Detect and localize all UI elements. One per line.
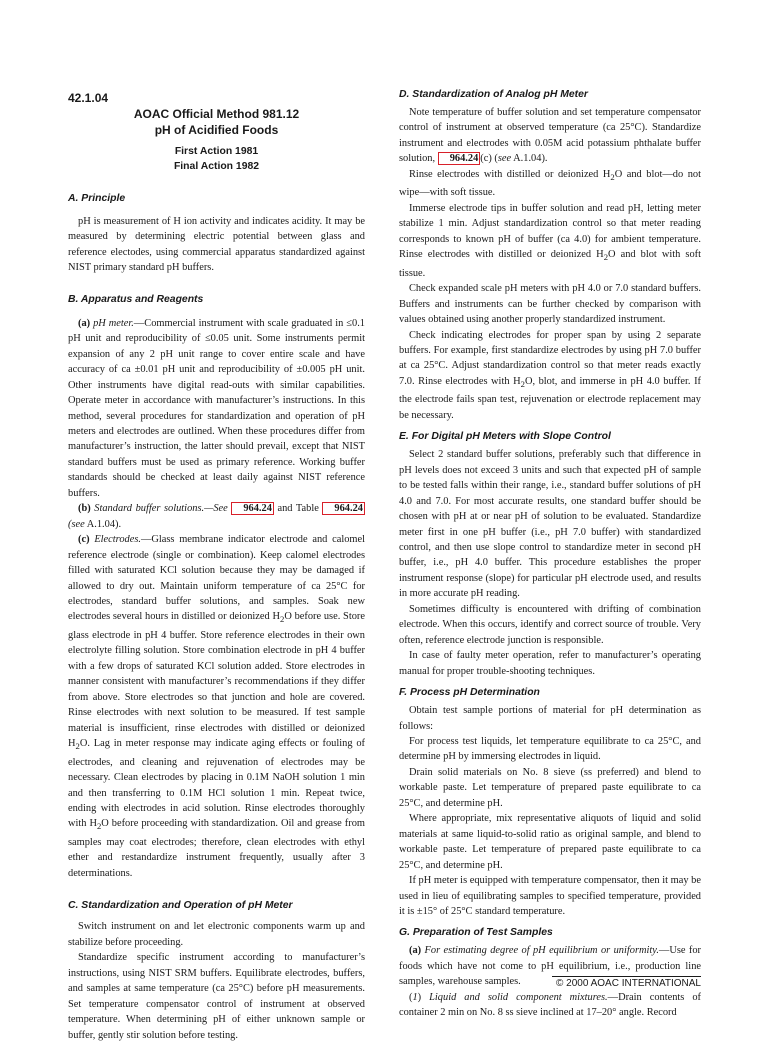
heading-process: F. Process pH Determination bbox=[399, 687, 540, 699]
paragraph-text: Immerse electrode tips in buffer solution and read pH, letting meter stabilize 1 min. Adjust standardization control so that meter reading corresponds to known pH of buffer (ca 4.0) for ambient temperature. Rinse electrodes with distilled or deionized H bbox=[399, 202, 701, 261]
method-subtitle: pH of Acidified Foods bbox=[154, 123, 279, 137]
method-title: AOAC Official Method 981.12 bbox=[133, 107, 300, 121]
paragraph-text: O and blot—do not wipe—with soft tissue. bbox=[399, 168, 701, 199]
item-title: Electrodes. bbox=[94, 534, 141, 546]
section-number: 42.1.04 bbox=[68, 91, 109, 105]
see-text: (see bbox=[68, 518, 85, 530]
final-action: Final Action 1982 bbox=[173, 161, 260, 172]
analog-p1 bbox=[399, 105, 701, 167]
subscript: 2 bbox=[75, 741, 80, 752]
analog-p4: Check expanded scale pH meters with pH 4.0 or 7.0 standard buffers. Buffers and instruments can be further checked by comparison with values obtained using another properly standardized instrument. bbox=[399, 283, 701, 326]
footer-copyright: © 2000 AOAC INTERNATIONAL bbox=[552, 976, 701, 989]
heading-preparation: G. Preparation of Test Samples bbox=[399, 927, 553, 939]
item-title: Liquid and solid component mixtures. bbox=[429, 991, 608, 1003]
subscript: 2 bbox=[520, 378, 525, 389]
paragraph-text: Check indicating electrodes for proper span by using 2 separate buffers. For example, first standardize electrodes by using pH 7.0 buffer at ca 25°C. Adjust standardization control so that meter reads exactly 7.0. Rinse electrodes with H bbox=[399, 329, 701, 387]
heading-standardization: C. Standardization and Operation of pH Meter bbox=[68, 900, 293, 912]
subscript: 2 bbox=[603, 252, 609, 263]
paragraph-text: (c) ( bbox=[480, 153, 498, 165]
item-label: (c) bbox=[78, 534, 90, 546]
paragraph-text: Note temperature of buffer solution and set temperature compensator control of instrument at observed temperature (ca 25°C). Standardize instrument and electrodes with 0.05M acid potassium phthalate buffer solution, bbox=[399, 107, 701, 165]
analog-p2 bbox=[399, 167, 701, 201]
item-label: (a) bbox=[78, 317, 91, 329]
item-title: For estimating degree of pH equilibrium or uniformity. bbox=[424, 945, 659, 957]
see-text: see bbox=[497, 153, 512, 165]
paragraph-text: O, blot, and immerse in pH 4.0 buffer. If the electrode fails span test, rejuvenation or electrode replacement may be necessary. bbox=[399, 375, 701, 421]
standardization-p1: Switch instrument on and let electronic components warm up and stabilize before proceeding. bbox=[68, 921, 365, 948]
heading-digital: E. For Digital pH Meters with Slope Control bbox=[399, 431, 611, 443]
process-p5: If pH meter is equipped with temperature compensator, then it may be used in lieu of equilibrating samples to specified temperature, provided it is ±15° of 25°C standard temperature. bbox=[399, 875, 701, 917]
paragraph-text: O and blot with soft tissue. bbox=[399, 249, 702, 279]
item-title: Standard buffer solutions.—See bbox=[94, 503, 232, 515]
subscript: 2 bbox=[279, 614, 285, 625]
process-p2: For process test liquids, let temperature equilibrate to ca 25°C, and determine pH by immersing electrodes in liquid. bbox=[399, 736, 701, 763]
apparatus-electrodes bbox=[68, 532, 365, 881]
item-label: (b) bbox=[78, 503, 91, 515]
process-p4: Where appropriate, mix representative aliquots of liquid and solid materials at same liquid-to-solid ratio as original sample, and blend to workable paste. Let temperature of prepared paste equilibrate to ca 25°C, and determine pH. bbox=[399, 813, 701, 871]
item-text: A.1.04). bbox=[84, 518, 122, 530]
item-label: (a) bbox=[409, 945, 422, 957]
reference-link-964-24[interactable]: 964.24 bbox=[231, 502, 274, 515]
item-label: 1 bbox=[412, 991, 418, 1003]
process-p3: Drain solid materials on No. 8 sieve (ss preferred) and blend to workable paste. Let temperature of prepared paste equilibrate to ca 25°C, and determine pH. bbox=[399, 766, 701, 809]
digital-p2: Sometimes difficulty is encountered with drifting of combination electrode. When this occurs, identify and correct source of trouble. Very often, reference electrode junction is responsible. bbox=[399, 603, 701, 646]
standardization-p2: Standardize specific instrument according to manufacturer’s instructions, using NIST SRM buffers. Equilibrate electrodes, buffers, and samples at same temperature (ca 25°C) before pH measurements. Set temperature compensator control of instrument at observed temperature. When determining pH of either unknown sample or buffer, gently stir solution before testing. bbox=[68, 952, 365, 1041]
process-p1: Obtain test sample portions of material for pH determination as follows: bbox=[399, 705, 701, 732]
reference-link-table-964-24[interactable]: 964.24 bbox=[322, 502, 365, 515]
heading-analog: D. Standardization of Analog pH Meter bbox=[399, 89, 588, 100]
reference-link-964-24c[interactable]: 964.24 bbox=[438, 152, 481, 165]
item-text: O before proceeding with standardization. Oil and grease from samples may coat electrodes; therefore, clean electrodes with ethyl ether and restandardize instrument frequently, usually after 3 determinations. bbox=[68, 818, 365, 879]
item-text: —Drain contents of container 2 min on No. 8 ss sieve inclined at 17–20° angle. Record bbox=[399, 991, 702, 1019]
item-text: —Glass membrane indicator electrode and calomel reference electrode (single or combination). Keep calomel electrodes filled with saturated KCl solution because they may be damaged if allowed to dry out. Maintain uniform temperature of ca 25°C for electrodes, standard buffer solutions, and samples. Soak new electrodes several hours in distilled or deionized H bbox=[68, 534, 365, 623]
heading-apparatus: B. Apparatus and Reagents bbox=[68, 293, 204, 305]
heading-principle: A. Principle bbox=[68, 193, 126, 204]
subscript: 2 bbox=[610, 171, 615, 182]
apparatus-ph-meter bbox=[68, 316, 365, 501]
item-title: pH meter. bbox=[93, 317, 134, 329]
item-text: —Use for foods which have not come to pH equilibrium, i.e., production line samples, warehouse samples. bbox=[399, 945, 701, 988]
digital-p3: In case of faulty meter operation, refer to manufacturer’s operating manual for proper trouble-shooting techniques. bbox=[399, 650, 701, 677]
analog-p5 bbox=[399, 328, 701, 424]
item-text: —Commercial instrument with scale graduated in ≤0.1 pH unit and reproducibility of ≤0.05 unit. Some instruments permit expansion of any 2 pH unit range to cover entire scale and have accuracy of ca ±0.01 pH unit and reproducibility of ±0.005 pH unit. Other instruments have digital read-outs with similar capabilities. Operate meter in accordance with manufacturer’s instructions. In this method, several procedures for standardization and operation of pH meters and electrodes are outlined. When these procedures differ from manufacturer’s instruction, the latter should prevail, except that NIST standard buffers must be used as primary reference. Working buffer standards should be checked at least daily against NIST reference buffers. bbox=[68, 317, 365, 499]
subscript: 2 bbox=[96, 821, 102, 832]
preparation-1: (1) Liquid and solid component mixtures.—Drain contents of container 2 min on No. 8 ss sieve inclined at 17–20° angle. Record bbox=[399, 991, 702, 1019]
item-text: and Table bbox=[273, 503, 323, 515]
paragraph-text: Rinse electrodes with distilled or deionized H bbox=[409, 168, 611, 180]
principle-text: pH is measurement of H ion activity and indicates acidity. It may be measured by determining electric potential between glass and reference electodes, using commercial apparatus standardized against NIST primary standard pH buffers. bbox=[68, 216, 365, 274]
item-text: O before use. Store glass electrode in pH 4 buffer. Store reference electrodes in their own electrolyte filling solution. Store combination electrode in pH 4 buffer with a few drops of saturated KCl solution added. Store electrodes in manner consistent with manufacturer’s recommendations if they differ from above. Store electrodes so that junction and hole are covered. Rinse electrodes with next solution to be measured. If test sample material is insufficient, rinse electrodes with distilled or deionized H bbox=[68, 611, 365, 750]
item-text: O. Lag in meter response may indicate aging effects or fouling of electrodes, and cleaning and rejuvenation of electrodes may be necessary. Clean electrodes by placing in 0.1M NaOH solution 1 min and then transferring to 0.1M HCl solution 1 min. Repeat twice, ending with electrodes in acid solution. Rinse electrodes thoroughly with H bbox=[68, 738, 365, 830]
digital-p1: Select 2 standard buffer solutions, preferably such that difference in pH levels does not exceed 3 units and such that expected pH of sample to be tested falls within their range, i.e., standard buffer solutions of pH 4.0 and 7.0. For most accurate results, one standard buffer should be chosen with pH at or near pH of solution to be evaluated. Standardize meter first in one pH buffer (i.e., pH 7.0 buffer) with standardized control, and then use slope control to standardize meter in second pH buffer, i.e., pH 4.0 buffer. This procedure establishes the proper instrument response (slope) for particular pH electrode used, and results in more accurate pH reading. bbox=[399, 449, 701, 600]
apparatus-buffer-solutions bbox=[68, 501, 365, 532]
left-column bbox=[68, 88, 365, 1043]
right-column bbox=[399, 88, 701, 1021]
paragraph-text: A.1.04). bbox=[511, 153, 548, 165]
first-action: First Action 1981 bbox=[174, 146, 259, 157]
analog-p3 bbox=[399, 201, 701, 281]
